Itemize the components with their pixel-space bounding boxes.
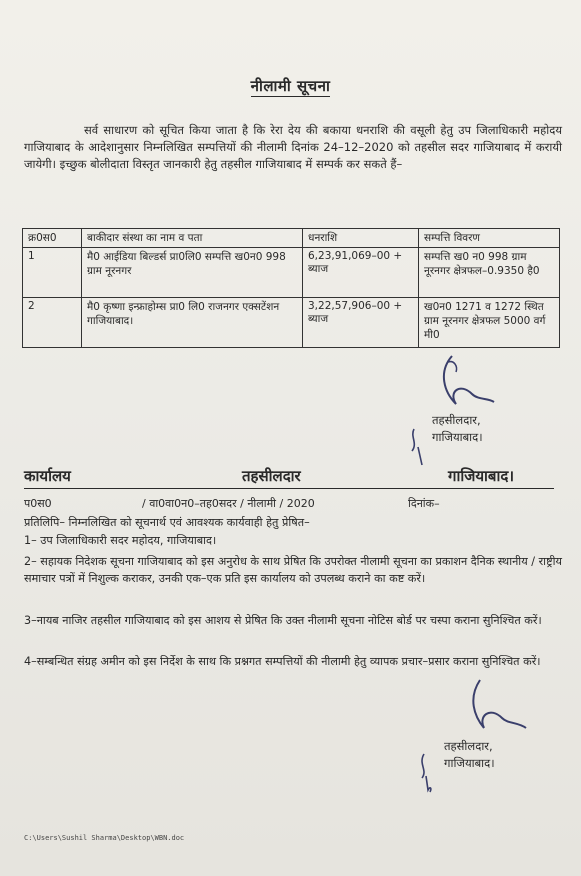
table-header-row	[23, 229, 560, 248]
file-path-footer: C:\Users\Sushil Sharma\Desktop\WBN.doc	[24, 834, 185, 842]
reference-number: / वा0वा0न0–तह0सदर / नीलामी / 2020	[142, 497, 315, 510]
copy-item-2: 2– सहायक निदेशक सूचना गाजियाबाद को इस अनुरोध के साथ प्रेषित कि उपरोक्त नीलामी सूचना का प्रकाशन दैनिक स्थानीय / राष्ट्रीय समाचार पत्रों में निशुल्क कराकर, उनकी एक–एक प्रति इस कार्यालय को उपलब्ध कराने का कष्ट करें।	[24, 555, 562, 585]
office-designation: तहसीलदार	[242, 467, 301, 485]
header-name: बाकीदार संस्था का नाम व पता	[82, 229, 303, 248]
signature-scribble	[418, 352, 498, 412]
cell-serial: 1	[23, 248, 82, 298]
initial-scribble-2	[412, 750, 442, 795]
initial-scribble	[404, 425, 434, 470]
header-serial: क्र0स0	[23, 229, 82, 248]
signature-title: तहसीलदार,	[444, 739, 493, 753]
notice-paragraph-text: सर्व साधारण को सूचित किया जाता है कि रेरा देय की बकाया धनराशि की वसूली हेतु उप जिलाधिकारी महोदय गाजियाबाद के आदेशानुसार निम्नलिखित सम्पत्तियों की नीलामी दिनांक 24–12–2020 को तहसील सदर गाजियाबाद में करायी जायेगी। इच्छुक बोलीदाता विस्तृत जानकारी हेतु तहसील गाजियाबाद में सम्पर्क कर सकते हैं–	[24, 123, 562, 171]
notice-title: नीलामी सूचना	[250, 77, 331, 95]
notice-paragraph	[24, 122, 562, 173]
cell-property: सम्पत्ति ख0 न0 998 ग्राम नूरनगर क्षेत्रफल–0.9350 है0	[419, 248, 560, 298]
copy-item-1: 1– उप जिलाधिकारी सदर महोदय, गाजियाबाद।	[24, 534, 217, 547]
cell-amount: 3,22,57,906–00 + ब्याज	[303, 298, 419, 348]
cell-property: ख0न0 1271 व 1272 स्थित ग्राम नूरनगर क्षेत्रफल 5000 वर्ग मी0	[419, 298, 560, 348]
patrank-label: प0स0	[24, 497, 52, 510]
signature-scribble-2	[450, 676, 530, 736]
cell-name: मै0 कृष्णा इन्फ्राहोम्स प्रा0 लि0 राजनगर एक्सटेंशन गाजियाबाद।	[82, 298, 303, 348]
copy-intro: प्रतिलिपि– निम्नलिखित को सूचनार्थ एवं आवश्यक कार्यवाही हेतु प्रेषित–	[24, 516, 310, 529]
office-label: कार्यालय	[24, 467, 71, 485]
date-label: दिनांक–	[408, 497, 440, 510]
office-place: गाजियाबाद।	[448, 467, 515, 485]
signature-place: गाजियाबाद।	[432, 430, 483, 444]
signature-block-1	[432, 412, 483, 446]
table-row	[23, 248, 560, 298]
table-row	[23, 298, 560, 348]
cell-amount: 6,23,91,069–00 + ब्याज	[303, 248, 419, 298]
signature-block-2	[444, 738, 495, 772]
cell-serial: 2	[23, 298, 82, 348]
office-heading	[24, 466, 554, 489]
header-amount: धनराशि	[303, 229, 419, 248]
signature-place: गाजियाबाद।	[444, 756, 495, 770]
header-property: सम्पत्ति विवरण	[419, 229, 560, 248]
signature-title: तहसीलदार,	[432, 413, 481, 427]
copy-item-4: 4–सम्बन्धित संग्रह अमीन को इस निर्देश के साथ कि प्रश्नगत सम्पत्तियों की नीलामी हेतु व्यापक प्रचार–प्रसार कराना सुनिश्चित करें।	[24, 655, 541, 668]
auction-table	[22, 228, 560, 348]
cell-name: मै0 आईडिया बिल्डर्स प्रा0लि0 सम्पत्ति ख0न0 998 ग्राम नूरनगर	[82, 248, 303, 298]
copy-item-3: 3–नायब नाजिर तहसील गाजियाबाद को इस आशय से प्रेषित कि उक्त नीलामी सूचना नोटिस बोर्ड पर चस्पा कराना सुनिश्चित करें।	[24, 614, 542, 627]
